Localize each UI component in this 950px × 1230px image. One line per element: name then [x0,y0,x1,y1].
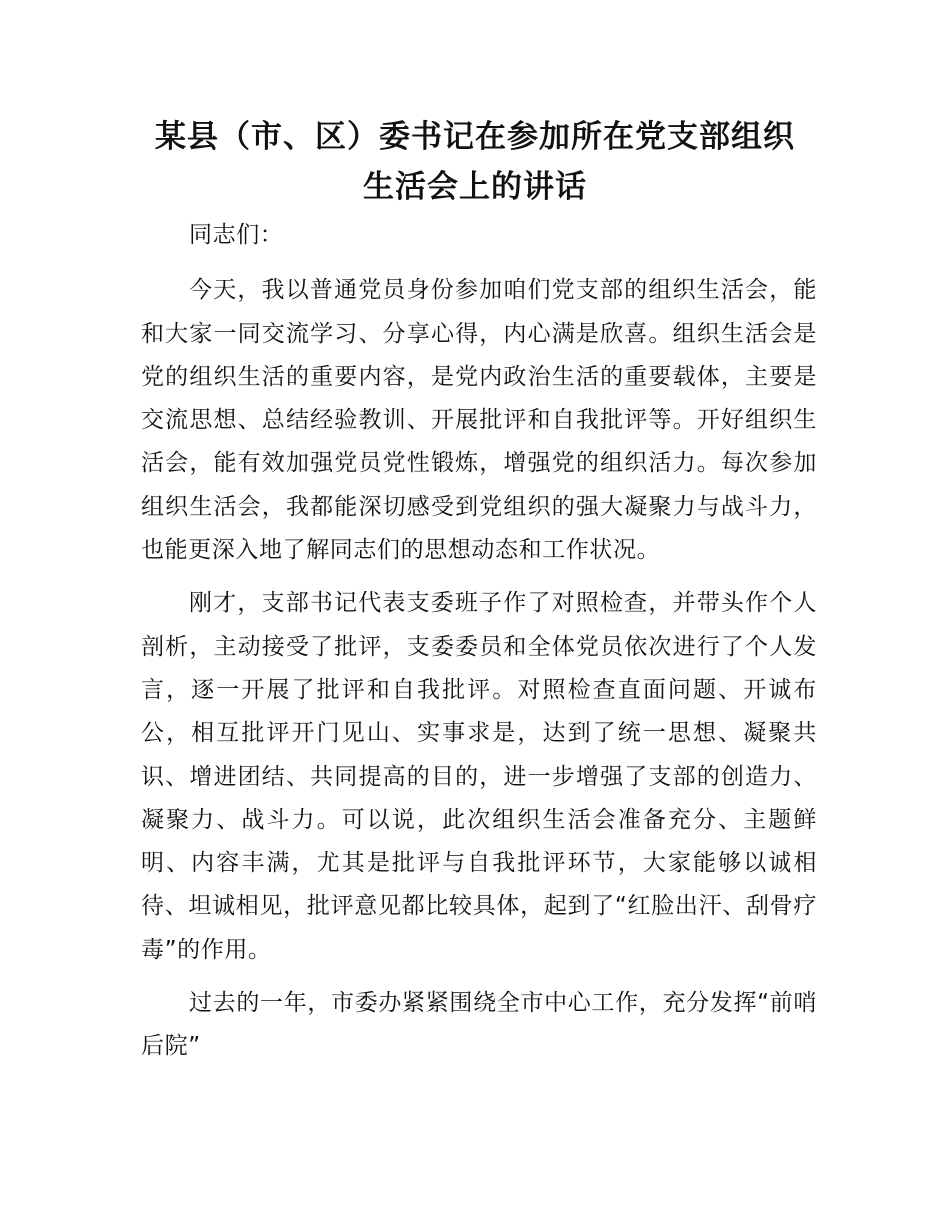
paragraph-3: 过去的一年，市委办紧紧围绕全市中心工作，充分发挥“前哨后院” [141,990,817,1060]
document-title [100,112,850,212]
document-body [141,214,817,1079]
title-line-2: 生活会上的讲话 [363,169,587,205]
paragraph-1: 今天，我以普通党员身份参加咱们党支部的组织生活会，能和大家一同交流学习、分享心得，内心满是欣喜。组织生活会是党的组织生活的重要内容，是党内政治生活的重要载体，主要是交流思想、总结经验教训、开展批评和自我批评等。开好组织生活会，能有效加强党员党性锻炼，增强党的组织活力。每次参加组织生活会，我都能深切感受到党组织的强大凝聚力与战斗力，也能更深入地了解同志们的思想动态和工作状况。 [141,277,817,564]
paragraph-2: 刚才，支部书记代表支委班子作了对照检查，并带头作个人剖析，主动接受了批评，支委委员和全体党员依次进行了个人发言，逐一开展了批评和自我批评。对照检查直面问题、开诚布公，相互批评开门见山、实事求是，达到了统一思想、凝聚共识、增进团结、共同提高的目的，进一步增强了支部的创造力、凝聚力、战斗力。可以说，此次组织生活会准备充分、主题鲜明、内容丰满，尤其是批评与自我批评环节，大家能够以诚相待、坦诚相见，批评意见都比较具体，起到了“红脸出汗、刮骨疗毒”的作用。 [141,590,817,963]
salutation: 同志们： [189,222,284,248]
title-line-1: 某县（市、区）委书记在参加所在党支部组织 [155,119,795,155]
